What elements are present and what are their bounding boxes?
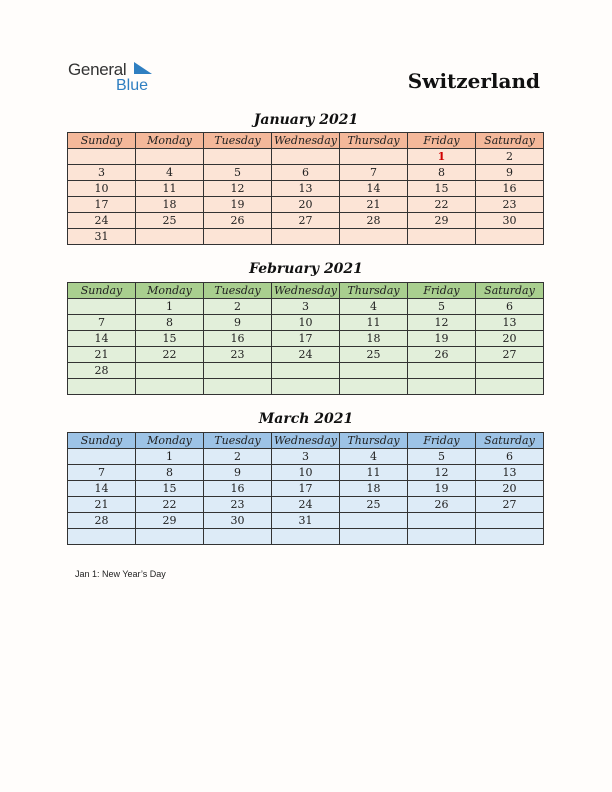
week-row xyxy=(68,149,544,165)
day-cell: 12 xyxy=(408,465,476,481)
day-cell: 15 xyxy=(136,331,204,347)
day-cell: 27 xyxy=(476,497,544,513)
empty-day-cell xyxy=(408,529,476,545)
day-cell: 26 xyxy=(204,213,272,229)
calendar-january xyxy=(67,132,544,245)
weekday-header: Saturday xyxy=(476,283,544,299)
day-cell: 16 xyxy=(204,331,272,347)
weekday-header: Saturday xyxy=(476,133,544,149)
day-cell: 9 xyxy=(204,315,272,331)
weekday-header: Tuesday xyxy=(204,433,272,449)
day-cell: 10 xyxy=(68,181,136,197)
week-row xyxy=(68,449,544,465)
month-title-january: January 2021 xyxy=(253,112,359,128)
day-cell: 14 xyxy=(68,481,136,497)
day-cell: 1 xyxy=(408,149,476,165)
day-cell: 9 xyxy=(204,465,272,481)
day-cell: 11 xyxy=(340,315,408,331)
day-cell: 1 xyxy=(136,299,204,315)
empty-day-cell xyxy=(68,449,136,465)
weekday-header: Wednesday xyxy=(272,133,340,149)
day-cell: 6 xyxy=(476,449,544,465)
empty-day-cell xyxy=(272,379,340,395)
weekday-header-row xyxy=(68,433,544,449)
day-cell: 3 xyxy=(272,449,340,465)
day-cell: 26 xyxy=(408,347,476,363)
weekday-header: Thursday xyxy=(340,283,408,299)
empty-day-cell xyxy=(476,529,544,545)
empty-day-cell xyxy=(408,513,476,529)
day-cell: 12 xyxy=(204,181,272,197)
empty-day-cell xyxy=(136,229,204,245)
day-cell: 6 xyxy=(272,165,340,181)
day-cell: 28 xyxy=(68,363,136,379)
empty-day-cell xyxy=(272,363,340,379)
day-cell: 17 xyxy=(272,331,340,347)
empty-day-cell xyxy=(476,379,544,395)
empty-day-cell xyxy=(340,149,408,165)
day-cell: 4 xyxy=(136,165,204,181)
empty-day-cell xyxy=(272,149,340,165)
week-row xyxy=(68,331,544,347)
empty-day-cell xyxy=(68,149,136,165)
weekday-header: Wednesday xyxy=(272,433,340,449)
empty-day-cell xyxy=(340,363,408,379)
empty-day-cell xyxy=(204,363,272,379)
day-cell: 4 xyxy=(340,449,408,465)
day-cell: 22 xyxy=(408,197,476,213)
weekday-header: Monday xyxy=(136,133,204,149)
day-cell: 14 xyxy=(68,331,136,347)
weekday-header: Friday xyxy=(408,283,476,299)
empty-day-cell xyxy=(136,363,204,379)
empty-day-cell xyxy=(272,529,340,545)
day-cell: 28 xyxy=(340,213,408,229)
empty-day-cell xyxy=(340,513,408,529)
day-cell: 19 xyxy=(204,197,272,213)
weekday-header: Sunday xyxy=(68,283,136,299)
day-cell: 21 xyxy=(340,197,408,213)
day-cell: 9 xyxy=(476,165,544,181)
day-cell: 16 xyxy=(476,181,544,197)
day-cell: 4 xyxy=(340,299,408,315)
day-cell: 24 xyxy=(68,213,136,229)
day-cell: 2 xyxy=(204,449,272,465)
week-row xyxy=(68,181,544,197)
brand-logo xyxy=(68,60,168,100)
empty-day-cell xyxy=(204,379,272,395)
weekday-header-row xyxy=(68,133,544,149)
day-cell: 31 xyxy=(68,229,136,245)
day-cell: 13 xyxy=(476,315,544,331)
month-title-february: February 2021 xyxy=(249,261,363,277)
week-row xyxy=(68,481,544,497)
empty-day-cell xyxy=(68,379,136,395)
day-cell: 17 xyxy=(272,481,340,497)
day-cell: 15 xyxy=(408,181,476,197)
day-cell: 19 xyxy=(408,481,476,497)
calendar-february xyxy=(67,282,544,395)
day-cell: 13 xyxy=(272,181,340,197)
empty-day-cell xyxy=(340,229,408,245)
empty-day-cell xyxy=(408,229,476,245)
logo-word-blue: Blue xyxy=(116,77,149,94)
day-cell: 25 xyxy=(136,213,204,229)
country-title: Switzerland xyxy=(407,69,540,93)
day-cell: 8 xyxy=(136,315,204,331)
day-cell: 31 xyxy=(272,513,340,529)
weekday-header: Thursday xyxy=(340,433,408,449)
day-cell: 20 xyxy=(476,331,544,347)
weekday-header: Saturday xyxy=(476,433,544,449)
day-cell: 25 xyxy=(340,497,408,513)
day-cell: 6 xyxy=(476,299,544,315)
empty-day-cell xyxy=(204,529,272,545)
week-row xyxy=(68,379,544,395)
day-cell: 8 xyxy=(136,465,204,481)
week-row xyxy=(68,347,544,363)
empty-day-cell xyxy=(272,229,340,245)
day-cell: 23 xyxy=(204,347,272,363)
empty-day-cell xyxy=(136,529,204,545)
weekday-header: Wednesday xyxy=(272,283,340,299)
day-cell: 26 xyxy=(408,497,476,513)
day-cell: 16 xyxy=(204,481,272,497)
day-cell: 5 xyxy=(408,299,476,315)
day-cell: 7 xyxy=(340,165,408,181)
week-row xyxy=(68,197,544,213)
week-row xyxy=(68,363,544,379)
weekday-header: Sunday xyxy=(68,433,136,449)
day-cell: 21 xyxy=(68,497,136,513)
empty-day-cell xyxy=(204,229,272,245)
day-cell: 29 xyxy=(136,513,204,529)
day-cell: 14 xyxy=(340,181,408,197)
week-row xyxy=(68,529,544,545)
day-cell: 8 xyxy=(408,165,476,181)
empty-day-cell xyxy=(408,363,476,379)
day-cell: 24 xyxy=(272,497,340,513)
day-cell: 20 xyxy=(476,481,544,497)
week-row xyxy=(68,213,544,229)
empty-day-cell xyxy=(408,379,476,395)
day-cell: 28 xyxy=(68,513,136,529)
day-cell: 25 xyxy=(340,347,408,363)
empty-day-cell xyxy=(68,299,136,315)
weekday-header: Tuesday xyxy=(204,133,272,149)
week-row xyxy=(68,229,544,245)
day-cell: 18 xyxy=(136,197,204,213)
week-row xyxy=(68,315,544,331)
day-cell: 30 xyxy=(476,213,544,229)
logo-triangle-icon xyxy=(132,62,152,76)
weekday-header: Friday xyxy=(408,133,476,149)
day-cell: 12 xyxy=(408,315,476,331)
day-cell: 2 xyxy=(204,299,272,315)
week-row xyxy=(68,497,544,513)
day-cell: 10 xyxy=(272,315,340,331)
day-cell: 17 xyxy=(68,197,136,213)
day-cell: 18 xyxy=(340,331,408,347)
day-cell: 15 xyxy=(136,481,204,497)
day-cell: 21 xyxy=(68,347,136,363)
empty-day-cell xyxy=(136,379,204,395)
day-cell: 1 xyxy=(136,449,204,465)
day-cell: 11 xyxy=(136,181,204,197)
weekday-header: Thursday xyxy=(340,133,408,149)
day-cell: 22 xyxy=(136,497,204,513)
weekday-header: Friday xyxy=(408,433,476,449)
day-cell: 29 xyxy=(408,213,476,229)
weekday-header: Monday xyxy=(136,433,204,449)
day-cell: 19 xyxy=(408,331,476,347)
logo-word-general: General xyxy=(68,60,127,79)
day-cell: 13 xyxy=(476,465,544,481)
day-cell: 5 xyxy=(204,165,272,181)
day-cell: 11 xyxy=(340,465,408,481)
month-title-march: March 2021 xyxy=(258,411,354,427)
empty-day-cell xyxy=(476,229,544,245)
day-cell: 27 xyxy=(272,213,340,229)
empty-day-cell xyxy=(136,149,204,165)
empty-day-cell xyxy=(340,379,408,395)
day-cell: 2 xyxy=(476,149,544,165)
day-cell: 22 xyxy=(136,347,204,363)
week-row xyxy=(68,513,544,529)
empty-day-cell xyxy=(476,513,544,529)
weekday-header: Monday xyxy=(136,283,204,299)
day-cell: 24 xyxy=(272,347,340,363)
weekday-header-row xyxy=(68,283,544,299)
day-cell: 10 xyxy=(272,465,340,481)
empty-day-cell xyxy=(68,529,136,545)
day-cell: 7 xyxy=(68,465,136,481)
day-cell: 23 xyxy=(476,197,544,213)
holiday-notes xyxy=(75,569,166,579)
day-cell: 30 xyxy=(204,513,272,529)
day-cell: 27 xyxy=(476,347,544,363)
empty-day-cell xyxy=(204,149,272,165)
day-cell: 23 xyxy=(204,497,272,513)
day-cell: 20 xyxy=(272,197,340,213)
calendar-march xyxy=(67,432,544,545)
empty-day-cell xyxy=(340,529,408,545)
day-cell: 18 xyxy=(340,481,408,497)
weekday-header: Sunday xyxy=(68,133,136,149)
week-row xyxy=(68,299,544,315)
day-cell: 3 xyxy=(68,165,136,181)
week-row xyxy=(68,165,544,181)
empty-day-cell xyxy=(476,363,544,379)
holiday-note: Jan 1: New Year’s Day xyxy=(75,569,166,579)
week-row xyxy=(68,465,544,481)
day-cell: 5 xyxy=(408,449,476,465)
day-cell: 3 xyxy=(272,299,340,315)
weekday-header: Tuesday xyxy=(204,283,272,299)
day-cell: 7 xyxy=(68,315,136,331)
